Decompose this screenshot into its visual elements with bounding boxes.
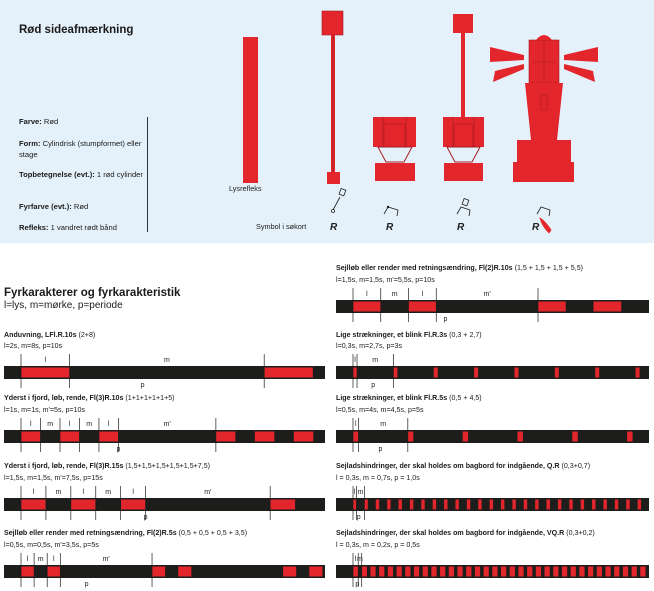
light-flash: [99, 432, 118, 442]
char-params-right-2: l=0,5s, m=4s, m=4,5s, p=5s: [336, 406, 424, 414]
light-flash: [353, 567, 358, 577]
phase-label: l: [421, 291, 424, 298]
light-flash: [376, 500, 379, 510]
light-flash: [387, 500, 390, 510]
light-flash: [444, 500, 447, 510]
chart-symbols: [332, 188, 552, 233]
phase-label: m: [380, 421, 387, 428]
phase-label: m': [483, 291, 491, 298]
light-flash: [597, 567, 602, 577]
phase-label: l: [32, 489, 35, 496]
timeline-right-0: [336, 285, 649, 325]
light-flash: [421, 500, 424, 510]
light-flash: [510, 567, 515, 577]
dark-band: [336, 366, 649, 379]
light-flash: [638, 500, 641, 510]
light-flash: [264, 368, 313, 378]
light-flash: [518, 567, 523, 577]
light-flash: [569, 500, 572, 510]
chart-symbol-label: Symbol i søkort: [256, 222, 307, 231]
light-flash: [283, 567, 296, 577]
phase-label: m': [163, 421, 171, 428]
light-flash: [492, 567, 497, 577]
phase-label: l: [82, 489, 85, 496]
light-flash: [21, 500, 46, 510]
timeline-left-0: [4, 351, 325, 391]
light-flash: [440, 567, 445, 577]
light-flash: [399, 500, 402, 510]
can-buoy: [373, 117, 416, 181]
light-flash: [433, 500, 436, 510]
light-flash: [474, 368, 478, 378]
char-params-left-2: l=1,5s, m=1,5s, m'=7,5s, p=15s: [4, 474, 103, 482]
light-flash: [614, 567, 619, 577]
light-flash: [60, 432, 79, 442]
phase-label: m: [37, 556, 44, 563]
dark-band: [4, 430, 325, 443]
period-label: p: [116, 446, 121, 453]
phase-label: m: [357, 489, 364, 496]
panel-title: Rød sideafmærkning: [19, 24, 134, 36]
light-flash: [626, 500, 629, 510]
light-flash: [555, 368, 559, 378]
light-flash: [21, 432, 40, 442]
light-flash: [538, 302, 566, 312]
phase-label: m: [86, 421, 93, 428]
light-flash: [364, 500, 367, 510]
phase-label: m: [163, 357, 170, 364]
char-params-left-0: l=2s, m=8s, p=10s: [4, 342, 63, 350]
light-flash: [501, 500, 504, 510]
property-color: Farve: Rød: [19, 117, 59, 126]
light-flash: [388, 567, 393, 577]
light-flash: [562, 567, 567, 577]
symbol-letter-1: R: [330, 222, 338, 233]
light-flash: [393, 368, 397, 378]
symbol-letter-2: R: [386, 222, 394, 233]
light-flash: [270, 500, 295, 510]
char-title-right-1: Lige strækninger, et blink Fl.R.3s (0,3 + 2,7): [336, 331, 482, 339]
light-flash: [605, 567, 610, 577]
symbol-letter-3: R: [457, 222, 465, 233]
char-title-right-0: Sejlløb eller render med retningsændring, Fl(2)R.10s (1,5 + 1,5 + 1,5 + 5,5): [336, 264, 584, 272]
light-flash: [434, 368, 438, 378]
light-flash: [431, 567, 436, 577]
char-params-right-0: l=1,5s, m=1,5s, m'=5,5s, p=10s: [336, 276, 435, 284]
phase-label: m': [102, 556, 110, 563]
light-flash: [21, 567, 34, 577]
light-flash: [216, 432, 235, 442]
phase-label: l: [44, 357, 47, 364]
reflector-band: [243, 37, 258, 183]
timeline-left-1: [4, 415, 325, 455]
char-params-right-4: l = 0,3s, m = 0,2s, p = 0,5s: [336, 541, 420, 549]
property-light-color: Fyrfarve (evt.): Rød: [19, 202, 89, 211]
phase-label: l: [132, 489, 134, 496]
phase-label: m: [47, 421, 54, 428]
light-flash: [414, 567, 419, 577]
property-topmark: Topbetegnelse (evt.): 1 rød cylinder: [19, 170, 143, 179]
light-flash: [410, 500, 413, 510]
light-flash: [47, 567, 60, 577]
symbol-letter-4: R: [532, 222, 540, 233]
light-flash: [466, 567, 471, 577]
dark-band: [336, 430, 649, 443]
period-label: p: [355, 581, 360, 588]
char-title-right-4: Sejladshindringer, der skal holdes om bagbord for indgående, VQ.R (0,3+0,2): [336, 529, 595, 537]
light-flash: [353, 368, 357, 378]
light-flash: [547, 500, 550, 510]
phase-label: m: [55, 489, 62, 496]
timeline-right-4: [336, 550, 649, 590]
can-buoy-with-topmark: [443, 14, 484, 181]
char-title-left-2: Yderst i fjord, løb, rende, Fl(3)R.15s (1,5+1,5+1,5+1,5+1,5+7,5): [4, 462, 211, 470]
light-flash: [457, 567, 462, 577]
light-flash: [603, 500, 606, 510]
section-subtitle: l=lys, m=mørke, p=periode: [4, 300, 123, 311]
light-flash: [478, 500, 481, 510]
light-flash: [588, 567, 593, 577]
timeline-left-2: [4, 483, 325, 523]
char-title-right-2: Lige strækninger, et blink Fl.R.5s (0,5 + 4,5): [336, 394, 482, 402]
light-flash: [524, 500, 527, 510]
light-flash: [379, 567, 384, 577]
light-flash: [553, 567, 558, 577]
light-flash: [545, 567, 550, 577]
light-flash: [309, 567, 322, 577]
phase-label: m: [105, 489, 112, 496]
light-flash: [623, 567, 628, 577]
phase-label: l: [353, 489, 356, 496]
light-flash: [463, 432, 468, 442]
light-flash: [627, 432, 632, 442]
light-flash: [636, 368, 640, 378]
light-buoy: [490, 35, 598, 182]
char-params-right-3: l = 0,3s, m = 0,7s, p = 1,0s: [336, 474, 420, 482]
char-title-right-3: Sejladshindringer, der skal holdes om bagbord for indgående, Q.R (0,3+0,7): [336, 462, 591, 470]
phase-label: l: [68, 421, 71, 428]
light-flash: [484, 567, 489, 577]
period-label: p: [140, 382, 145, 389]
light-flash: [449, 567, 454, 577]
light-flash: [121, 500, 146, 510]
light-flash: [517, 432, 522, 442]
light-flash: [362, 567, 367, 577]
light-flash: [595, 368, 599, 378]
light-flash: [558, 500, 561, 510]
light-flash: [71, 500, 96, 510]
phase-label: l: [26, 556, 29, 563]
period-label: p: [443, 316, 448, 323]
light-flash: [592, 500, 595, 510]
light-flash: [579, 567, 584, 577]
phase-label: l: [354, 421, 357, 428]
period-label: p: [371, 382, 376, 389]
light-flash: [536, 567, 541, 577]
timeline-right-3: [336, 483, 649, 523]
period-label: p: [84, 581, 89, 588]
light-flash: [527, 567, 532, 577]
light-flash: [632, 567, 637, 577]
char-title-left-0: Anduvning, LFl.R.10s (2+8): [4, 331, 96, 339]
light-flash: [408, 432, 413, 442]
light-flash: [490, 500, 493, 510]
light-flash: [21, 368, 70, 378]
light-flash: [571, 567, 576, 577]
light-flash: [409, 302, 437, 312]
light-flash: [572, 432, 577, 442]
buoy-illustrations: [0, 0, 654, 243]
char-params-right-1: l=0,3s, m=2,7s, p=3s: [336, 342, 403, 350]
phase-label: m: [372, 357, 379, 364]
period-label: p: [356, 514, 361, 521]
light-flash: [423, 567, 428, 577]
light-flash: [152, 567, 165, 577]
light-flash: [581, 500, 584, 510]
reflector-label: Lysrefleks: [229, 184, 262, 193]
period-label: p: [378, 446, 383, 453]
light-flash: [535, 500, 538, 510]
phase-label: l: [52, 556, 55, 563]
phase-label: m: [357, 556, 363, 563]
phase-label: l: [354, 556, 357, 563]
light-flash: [501, 567, 506, 577]
timeline-right-1: [336, 351, 649, 391]
phase-label: m: [391, 291, 398, 298]
property-shape: Form: Cylindrisk (stumpformet) eller stage: [19, 139, 142, 159]
phase-label: l: [366, 291, 368, 298]
light-flash: [294, 432, 313, 442]
light-flash: [514, 368, 518, 378]
light-flash: [353, 432, 358, 442]
light-flash: [353, 302, 381, 312]
light-flash: [455, 500, 458, 510]
light-flash: [178, 567, 191, 577]
stake-buoy: [322, 11, 343, 184]
phase-label: m': [204, 489, 212, 496]
light-flash: [353, 500, 356, 510]
phase-label: l: [354, 357, 356, 364]
light-flash: [255, 432, 274, 442]
section-title: Fyrkarakterer og fyrkarakteristik: [4, 287, 181, 299]
light-flash: [640, 567, 645, 577]
char-params-left-1: l=1s, m=1s, m'=5s, p=10s: [4, 406, 86, 414]
property-reflector: Refleks: 1 vandret rødt bånd: [19, 223, 117, 232]
char-title-left-3: Sejlløb eller render med retningsændring, Fl(2)R.5s (0,5 + 0,5 + 0,5 + 3,5): [4, 529, 248, 537]
char-title-left-1: Yderst i fjord, løb, rende, Fl(3)R.10s (1+1+1+1+1+5): [4, 394, 175, 402]
light-flash: [512, 500, 515, 510]
phase-label: l: [29, 421, 32, 428]
light-flash: [467, 500, 470, 510]
timeline-right-2: [336, 415, 649, 455]
period-label: p: [143, 514, 148, 521]
light-flash: [615, 500, 618, 510]
timeline-left-3: [4, 550, 325, 590]
light-flash: [405, 567, 410, 577]
light-flash: [397, 567, 402, 577]
phase-label: l: [107, 421, 110, 428]
light-flash: [475, 567, 480, 577]
char-params-left-3: l=0,5s, m=0,5s, m'=3,5s, p=5s: [4, 541, 99, 549]
light-flash: [594, 302, 622, 312]
light-flash: [370, 567, 375, 577]
